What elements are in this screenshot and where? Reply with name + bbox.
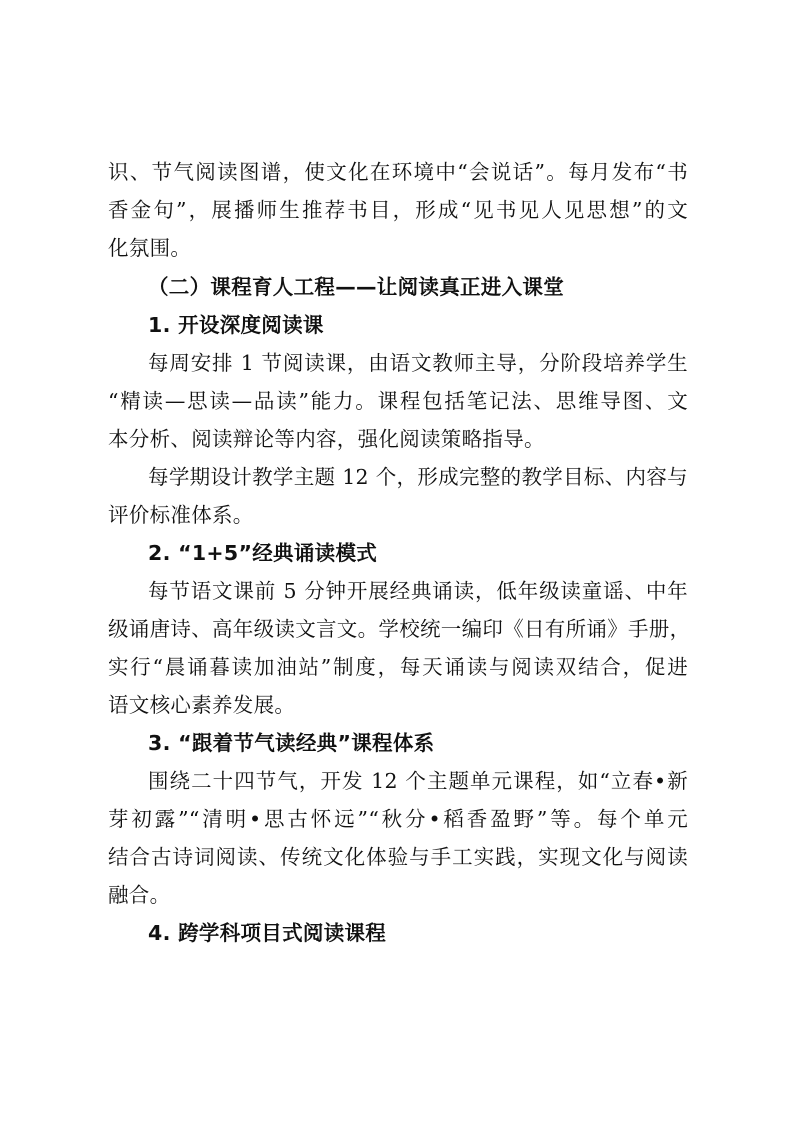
item4-heading: 4. 跨学科项目式阅读课程 (148, 921, 387, 945)
intro-line-1: 识、节气阅读图谱，使文化在环境中“会说话”。每月发布“书 (108, 160, 688, 184)
item2-para-line-1: 每节语文课前 5 分钟开展经典诵读，低年级读童谣、中年 (148, 579, 688, 603)
item1-heading: 1. 开设深度阅读课 (148, 313, 324, 337)
item2-para-line-3: 实行“晨诵暮读加油站”制度，每天诵读与阅读双结合，促进 (108, 655, 688, 679)
intro-line-3: 化氛围。 (108, 236, 192, 260)
item1-para2-line-2: 评价标准体系。 (108, 503, 254, 527)
item3-para-line-3: 结合古诗词阅读、传统文化体验与手工实践，实现文化与阅读 (108, 845, 688, 869)
item2-para-line-2: 级诵唐诗、高年级读文言文。学校统一编印《日有所诵》手册， (108, 617, 691, 641)
item1-para1-line-1: 每周安排 1 节阅读课，由语文教师主导，分阶段培养学生 (148, 351, 688, 375)
item2-heading: 2. “1+5”经典诵读模式 (148, 541, 378, 565)
item1-para1-line-2: “精读—思读—品读”能力。课程包括笔记法、思维导图、文 (108, 389, 688, 413)
item2-para-line-4: 语文核心素养发展。 (108, 693, 296, 717)
item3-para-line-2: 芽初露”“清明•思古怀远”“秋分•稻香盈野”等。每个单元 (108, 807, 688, 831)
section-heading: （二）课程育人工程——让阅读真正进入课堂 (148, 275, 564, 299)
item1-para1-line-3: 本分析、阅读辩论等内容，强化阅读策略指导。 (108, 427, 545, 451)
item3-para-line-1: 围绕二十四节气，开发 12 个主题单元课程，如“立春•新 (148, 769, 688, 793)
item3-heading: 3. “跟着节气读经典”课程体系 (148, 731, 435, 755)
item3-para-line-4: 融合。 (108, 883, 171, 907)
item1-para2-line-1: 每学期设计教学主题 12 个，形成完整的教学目标、内容与 (148, 465, 688, 489)
intro-line-2: 香金句”，展播师生推荐书目，形成“见书见人见思想”的文 (108, 198, 688, 222)
